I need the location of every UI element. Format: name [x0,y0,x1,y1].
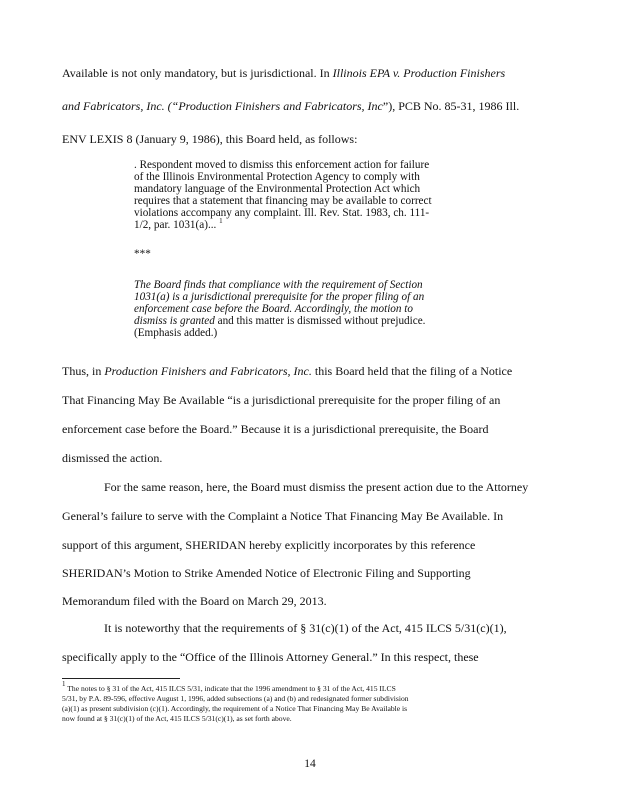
quote-line [134,279,423,292]
text-run: mandatory language of the Environmental Protection Act which [134,183,421,195]
body-line [62,594,327,608]
italic-text: and Fabricators, Inc. (“Production Finishers and Fabricators, Inc [62,99,383,113]
text-run: support of this argument, SHERIDAN hereby explicitly incorporates by this reference [62,538,476,552]
text-run: (a)(1) as present subdivision (c)(1). Accordingly, the requirement of a Notice That Financing May Be Available is [62,704,408,713]
body-line [62,99,519,113]
quote-line [134,303,413,316]
body-line [62,393,500,407]
text-run: ENV LEXIS 8 (January 9, 1986), this Board held, as follows: [62,132,358,146]
quote-line [134,291,424,304]
text-run: *** [134,248,151,260]
quote-line [134,315,425,328]
body-line [62,132,357,146]
footnote-marker: 1 [62,680,66,688]
footnote-line [62,714,292,723]
text-run: this Board held that the filing of a Notice [311,364,513,378]
footnote-line [62,704,407,713]
text-run: . Respondent moved to dismiss this enforcement action for failure [134,159,430,171]
quote-line [134,159,429,172]
footnote-marker: 1 [219,217,223,225]
body-line [62,422,489,436]
text-run: General’s failure to serve with the Complaint a Notice That Financing May Be Available. In [62,509,504,523]
text-run: That Financing May Be Available “is a jurisdictional prerequisite for the proper filing of an [62,393,501,407]
text-run: Memorandum filed with the Board on March 29, 2013. [62,594,327,608]
text-run: Available is not only mandatory, but is jurisdictional. In [62,66,333,80]
text-run: Thus, in [62,364,105,378]
italic-text: The Board finds that compliance with the requirement of Section [134,279,423,291]
text-run: It is noteworthy that the requirements of § 31(c)(1) of the Act, 415 ILCS 5/31(c)(1), [104,621,507,635]
quote-line [134,195,432,208]
paragraph-first-line [104,621,507,635]
text-run: The notes to § 31 of the Act, 415 ILCS 5/31, indicate that the 1996 amendment to § 31 of the Act, 415 ILCS [65,684,396,693]
body-line [62,650,479,664]
text-run: SHERIDAN’s Motion to Strike Amended Notice of Electronic Filing and Supporting [62,566,471,580]
text-run: dismissed the action. [62,451,163,465]
text-run: violations accompany any complaint. Ill. Rev. Stat. 1983, ch. 111- [134,207,430,219]
text-run: 5/31, by P.A. 89-596, effective August 1, 1996, added subsections (a) and (b) and redesignated former subdivision [62,694,409,703]
text-run: of the Illinois Environmental Protection Agency to comply with [134,171,420,183]
quote-line [134,219,223,232]
italic-text: dismiss is granted [134,315,215,327]
body-line [62,451,162,465]
footnote-line [62,680,396,693]
quote-line [134,183,420,196]
body-line [62,509,503,523]
body-line [62,566,471,580]
paragraph-first-line [104,480,528,494]
italic-text: Production Finishers and Fabricators, Inc. [104,364,312,378]
italic-text: enforcement case before the Board. Accordingly, the motion to [134,303,413,315]
quote-separator [134,248,151,261]
quote-line [134,171,420,184]
text-run: enforcement case before the Board.” Because it is a jurisdictional prerequisite, the Board [62,422,489,436]
italic-text: Illinois EPA v. Production Finishers [332,66,506,80]
text-run: ”), PCB No. 85-31, 1986 Ill. [382,99,520,113]
body-line [62,66,505,80]
page-number: 14 [304,758,316,770]
quote-line [134,207,429,220]
text-run: For the same reason, here, the Board must dismiss the present action due to the Attorney [104,480,529,494]
text-run: (Emphasis added.) [134,327,218,339]
footnote-line [62,694,409,703]
italic-text: 1031(a) is a jurisdictional prerequisite for the proper filing of an [134,291,425,303]
text-run: now found at § 31(c)(1) of the Act, 415 ILCS 5/31(c)(1), as set forth above. [62,714,292,723]
body-line [62,538,475,552]
body-line [62,364,512,378]
text-run: and this matter is dismissed without prejudice. [214,315,426,327]
text-run: requires that a statement that financing may be available to correct [134,195,432,207]
text-run: specifically apply to the “Office of the Illinois Attorney General.” In this respect, these [62,650,479,664]
quote-line [134,327,217,340]
text-run: 1/2, par. 1031(a)... [134,219,220,231]
footnote-divider [62,678,180,679]
